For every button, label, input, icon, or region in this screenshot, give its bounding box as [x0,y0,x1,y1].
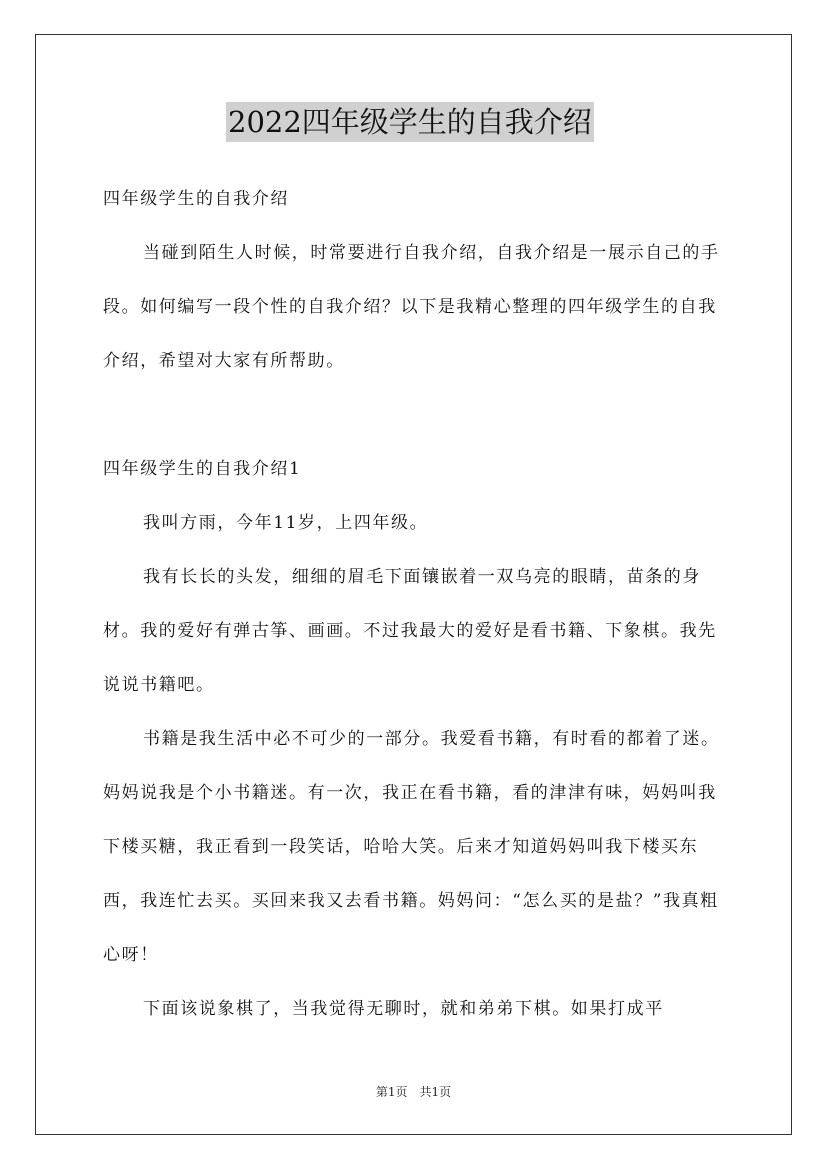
body-paragraph: 书籍是我生活中必不可少的一部分。我爱看书籍，有时看的都着了迷。妈妈说我是个小书籍迷。有一次，我正在看书籍，看的津津有味，妈妈叫我下楼买糖，我正看到一段笑话，哈哈大笑。后来才知道妈妈叫我下楼买东西，我连忙去买。买回来我又去看书籍。妈妈问：“怎么买的是盐？”我真粗心呀！ [103,729,720,965]
body-paragraph: 下面该说象棋了，当我觉得无聊时，就和弟弟下棋。如果打成平 [143,999,664,1019]
page-footer [0,1084,827,1100]
intro-paragraph: 当碰到陌生人时候，时常要进行自我介绍，自我介绍是一展示自己的手段。如何编写一段个性的自我介绍？以下是我精心整理的四年级学生的自我介绍，希望对大家有所帮助。 [103,243,720,371]
document-body [103,172,723,1036]
body-paragraph: 我叫方雨，今年11岁，上四年级。 [143,513,429,533]
blank-line [103,388,723,442]
section-heading: 四年级学生的自我介绍 [103,189,289,209]
body-paragraph: 我有长长的头发，细细的眉毛下面镶嵌着一双乌亮的眼睛，苗条的身材。我的爱好有弹古筝、画画。不过我最大的爱好是看书籍、下象棋。我先说说书籍吧。 [103,567,717,695]
page-number: 第1页 [375,1085,408,1099]
document-title: 2022四年级学生的自我介绍 [226,102,594,142]
subsection-heading: 四年级学生的自我介绍1 [103,459,302,479]
page-count: 共1页 [419,1085,452,1099]
